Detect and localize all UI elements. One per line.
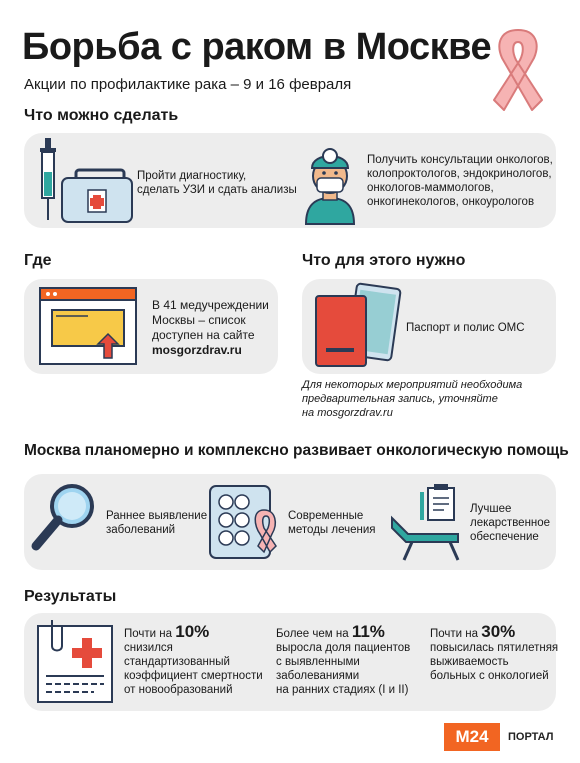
result-1-value: 10% <box>175 622 210 641</box>
result-3-line-2: выживаемость <box>430 656 509 668</box>
portal-label: ПОРТАЛ <box>508 731 554 743</box>
what-item-2-line-1: Получить консультации онкологов, <box>367 154 553 166</box>
result-2-line-2: с выявленными <box>276 656 360 668</box>
result-1 <box>124 622 263 697</box>
clipboard-bed-icon <box>388 482 468 564</box>
syringe-medkit-icon <box>32 136 137 226</box>
result-1-line-2: стандартизованный <box>124 656 230 668</box>
result-2-line-3: заболеваниями <box>276 670 360 682</box>
development-item-1-line-1: Раннее выявление <box>106 510 208 522</box>
development-item-2-line-1: Современные <box>288 510 364 522</box>
needed-note-line-1: Для некоторых мероприятий необходима <box>302 379 523 391</box>
needed-text: Паспорт и полис ОМС <box>406 322 525 334</box>
needed-note <box>302 378 522 420</box>
page-title: Борьба с раком в Москве <box>22 26 492 68</box>
where-text <box>152 298 269 358</box>
result-2-line-1: выросла доля пациентов <box>276 642 411 654</box>
result-3 <box>430 622 559 683</box>
what-item-1-line-1: Пройти диагностику, <box>137 170 247 182</box>
where-line-3: доступен на сайте <box>152 328 255 342</box>
section-heading-results: Результаты <box>24 588 117 605</box>
what-item-2-line-4: онкогинекологов, онкоурологов <box>367 196 535 208</box>
needed-note-line-2: предварительная запись, уточняйте <box>302 393 498 405</box>
needed-note-prefix: на <box>302 407 318 419</box>
development-item-3 <box>470 502 550 544</box>
where-line-1: В 41 медучреждении <box>152 298 269 312</box>
doctor-icon <box>300 138 360 226</box>
result-3-line-1: повысилась пятилетняя <box>430 642 559 654</box>
result-1-line-3: коэффициент смертности <box>124 670 263 682</box>
what-item-2-text <box>367 153 553 209</box>
result-3-line-3: больных с онкологией <box>430 670 549 682</box>
development-item-3-line-3: обеспечение <box>470 531 539 543</box>
passport-policy-icon <box>312 282 402 370</box>
m24-logo[interactable]: M24 <box>444 723 500 751</box>
development-item-1-line-2: заболеваний <box>106 524 176 536</box>
result-2-prefix: Более чем на <box>276 628 352 640</box>
awareness-ribbon-icon <box>478 22 558 114</box>
result-1-line-1: снизился <box>124 642 173 654</box>
what-item-1-text <box>137 169 297 197</box>
section-heading-needed: Что для этого нужно <box>302 252 466 269</box>
section-heading-where: Где <box>24 252 52 269</box>
what-item-2-line-3: онкологов-маммологов, <box>367 182 494 194</box>
section-heading-what: Что можно сделать <box>24 107 179 124</box>
mosgorzdrav-link[interactable]: mosgorzdrav.ru <box>152 343 242 357</box>
development-item-1 <box>106 509 207 537</box>
result-2-line-4: на ранних стадиях (I и II) <box>276 684 409 696</box>
medical-report-icon <box>34 616 118 706</box>
result-1-line-4: от новообразований <box>124 684 233 696</box>
result-1-prefix: Почти на <box>124 628 176 640</box>
result-3-prefix: Почти на <box>430 628 482 640</box>
development-item-2 <box>288 509 376 537</box>
pills-ribbon-icon <box>208 482 282 562</box>
section-heading-development: Москва планомерно и комплексно развивает онкологическую помощь <box>24 442 569 459</box>
development-item-3-line-2: лекарственное <box>470 517 551 529</box>
what-item-1-line-2: сделать УЗИ и сдать анализы <box>137 184 297 196</box>
needed-note-link[interactable]: mosgorzdrav.ru <box>317 407 393 419</box>
development-item-3-line-1: Лучшее <box>470 503 512 515</box>
development-item-2-line-2: методы лечения <box>288 524 376 536</box>
magnifier-icon <box>28 480 98 560</box>
browser-window-icon <box>38 286 138 366</box>
where-line-2: Москвы – список <box>152 313 246 327</box>
what-item-2-line-2: колопроктологов, эндокринологов, <box>367 168 552 180</box>
result-2-value: 11% <box>351 622 385 641</box>
result-3-value: 30% <box>481 622 516 641</box>
page-subtitle: Акции по профилактике рака – 9 и 16 февраля <box>24 76 352 93</box>
result-2 <box>276 622 411 697</box>
